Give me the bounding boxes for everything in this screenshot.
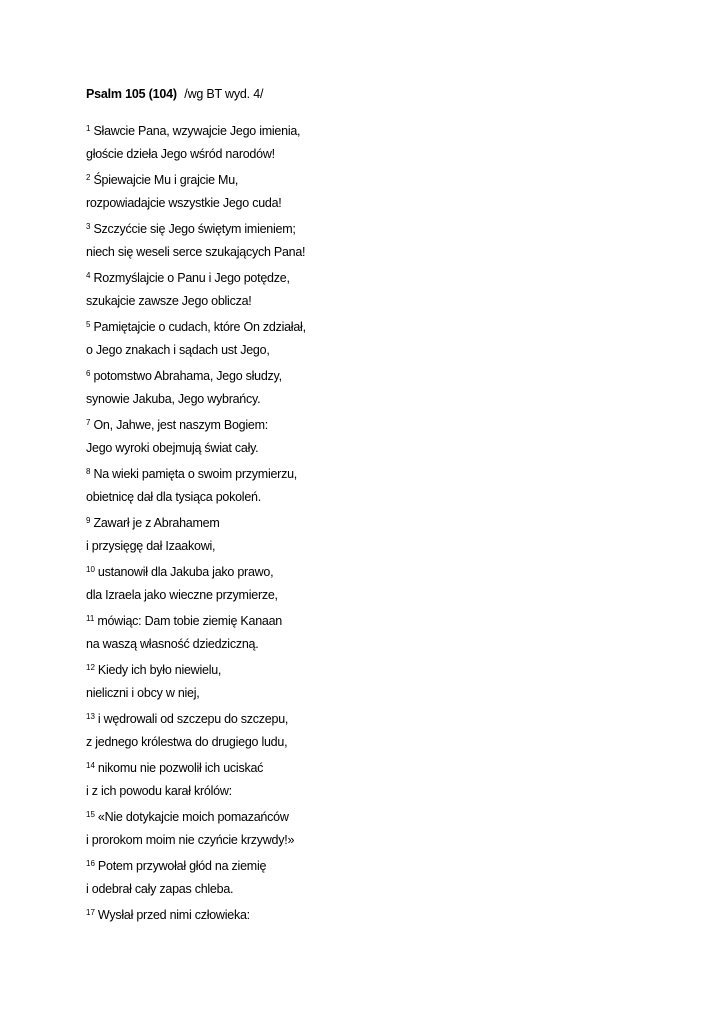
verse-line xyxy=(86,338,686,363)
verse-text: Kiedy ich było niewielu, xyxy=(97,663,222,677)
verse-text: o Jego znakach i sądach ust Jego, xyxy=(86,342,270,357)
verse-number: 10 xyxy=(86,565,95,574)
verse-number: 14 xyxy=(86,761,95,770)
verse-text: na waszą własność dziedziczną. xyxy=(86,636,259,651)
verse-line-start xyxy=(86,852,686,877)
verse-line xyxy=(86,240,686,265)
document-page xyxy=(86,84,686,926)
verse-number: 1 xyxy=(86,124,91,133)
verse-number: 12 xyxy=(86,663,95,672)
verse-text: i z ich powodu karał królów: xyxy=(86,783,232,798)
verse-line xyxy=(86,534,686,559)
verse-line-start xyxy=(86,411,686,436)
verse-text: Na wieki pamięta o swoim przymierzu, xyxy=(93,467,298,481)
verse-number: 15 xyxy=(86,810,95,819)
verse-line xyxy=(86,779,686,804)
verse-line xyxy=(86,191,686,216)
verse-text: i wędrowali od szczepu do szczepu, xyxy=(97,712,289,726)
verse-line xyxy=(86,583,686,608)
verse-line-start xyxy=(86,607,686,632)
verse-line xyxy=(86,632,686,657)
verse-line-start xyxy=(86,558,686,583)
verse-text: i prorokom moim nie czyńcie krzywdy!» xyxy=(86,832,295,847)
verse-text: niech się weseli serce szukających Pana! xyxy=(86,244,306,259)
verse-line-start xyxy=(86,656,686,681)
verse-text: «Nie dotykajcie moich pomazańców xyxy=(97,810,289,824)
verse-line-start xyxy=(86,901,686,926)
translation-note: /wg BT wyd. 4/ xyxy=(184,87,264,101)
verse-text: Jego wyroki obejmują świat cały. xyxy=(86,440,259,455)
verse-line xyxy=(86,485,686,510)
verse-number: 13 xyxy=(86,712,95,721)
psalm-title: Psalm 105 (104) xyxy=(86,87,177,101)
psalm-text xyxy=(86,117,686,926)
verse-number: 11 xyxy=(86,614,95,623)
verse-number: 7 xyxy=(86,418,91,427)
verse-text: i odebrał cały zapas chleba. xyxy=(86,881,234,896)
verse-text: z jednego królestwa do drugiego ludu, xyxy=(86,734,288,749)
verse-line-start xyxy=(86,313,686,338)
verse-number: 9 xyxy=(86,516,91,525)
verse-text: On, Jahwe, jest naszym Bogiem: xyxy=(93,418,268,432)
verse-text: Zawarł je z Abrahamem xyxy=(93,516,220,530)
verse-number: 5 xyxy=(86,320,91,329)
verse-text: dla Izraela jako wieczne przymierze, xyxy=(86,587,278,602)
verse-line-start xyxy=(86,362,686,387)
verse-line-start xyxy=(86,166,686,191)
verse-text: Rozmyślajcie o Panu i Jego potędze, xyxy=(93,271,290,285)
verse-text: głoście dzieła Jego wśród narodów! xyxy=(86,146,275,161)
document-heading xyxy=(86,84,686,104)
verse-line-start xyxy=(86,215,686,240)
verse-line-start xyxy=(86,509,686,534)
verse-text: Wysłał przed nimi człowieka: xyxy=(97,908,250,922)
verse-number: 16 xyxy=(86,859,95,868)
verse-text: szukajcie zawsze Jego oblicza! xyxy=(86,293,252,308)
verse-text: i przysięgę dał Izaakowi, xyxy=(86,538,216,553)
verse-text: potomstwo Abrahama, Jego słudzy, xyxy=(93,369,282,383)
verse-number: 8 xyxy=(86,467,91,476)
verse-line-start xyxy=(86,754,686,779)
verse-line-start xyxy=(86,803,686,828)
verse-line xyxy=(86,730,686,755)
verse-number: 6 xyxy=(86,369,91,378)
verse-text: Potem przywołał głód na ziemię xyxy=(97,859,267,873)
verse-line xyxy=(86,436,686,461)
verse-text: obietnicę dał dla tysiąca pokoleń. xyxy=(86,489,261,504)
verse-text: mówiąc: Dam tobie ziemię Kanaan xyxy=(97,614,283,628)
verse-number: 3 xyxy=(86,222,91,231)
verse-line xyxy=(86,387,686,412)
verse-text: Sławcie Pana, wzywajcie Jego imienia, xyxy=(93,124,301,138)
verse-line-start xyxy=(86,117,686,142)
verse-text: nikomu nie pozwolił ich uciskać xyxy=(97,761,264,775)
verse-line-start xyxy=(86,705,686,730)
verse-line xyxy=(86,289,686,314)
verse-number: 2 xyxy=(86,173,91,182)
verse-text: Pamiętajcie o cudach, które On zdziałał, xyxy=(93,320,306,334)
verse-line xyxy=(86,681,686,706)
verse-text: synowie Jakuba, Jego wybrańcy. xyxy=(86,391,261,406)
verse-number: 4 xyxy=(86,271,91,280)
verse-text: ustanowił dla Jakuba jako prawo, xyxy=(97,565,274,579)
verse-line-start xyxy=(86,264,686,289)
verse-line-start xyxy=(86,460,686,485)
verse-text: Śpiewajcie Mu i grajcie Mu, xyxy=(93,173,239,187)
verse-line xyxy=(86,877,686,902)
verse-line xyxy=(86,828,686,853)
verse-text: nieliczni i obcy w niej, xyxy=(86,685,200,700)
verse-text: Szczyćcie się Jego świętym imieniem; xyxy=(93,222,296,236)
verse-line xyxy=(86,142,686,167)
verse-number: 17 xyxy=(86,908,95,917)
verse-text: rozpowiadajcie wszystkie Jego cuda! xyxy=(86,195,282,210)
